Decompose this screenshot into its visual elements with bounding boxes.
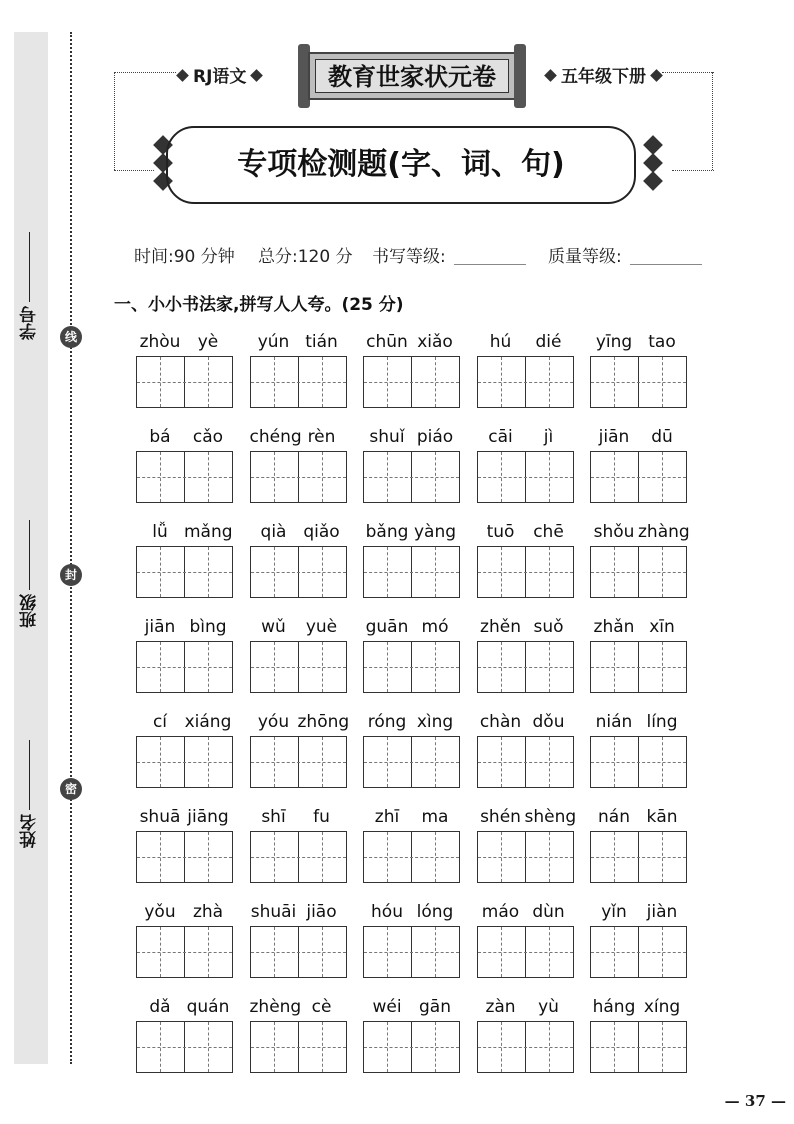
dotted-frame-left-vertical <box>114 72 115 170</box>
quality-grade-blank[interactable] <box>630 264 702 265</box>
pinyin-syllable: cí <box>152 712 168 732</box>
tianzige-writing-box[interactable] <box>363 356 460 408</box>
pinyin-label <box>477 710 574 736</box>
exam-total-score: 总分:120 分 <box>258 247 353 267</box>
pinyin-label <box>590 805 687 831</box>
pinyin-syllable: lǚ <box>152 522 168 542</box>
pinyin-syllable: yù <box>538 997 559 1017</box>
pinyin-syllable: xīn <box>649 617 675 637</box>
pinyin-label <box>590 710 687 736</box>
tianzige-writing-box[interactable] <box>250 926 347 978</box>
pinyin-syllable: yuè <box>305 617 338 637</box>
pinyin-syllable: yún <box>257 332 290 352</box>
tianzige-writing-box[interactable] <box>136 641 233 693</box>
diamond-icon <box>251 69 264 82</box>
class-label: 班级 <box>20 594 40 628</box>
pinyin-label <box>136 330 233 356</box>
tianzige-writing-box[interactable] <box>250 736 347 788</box>
pinyin-syllable: cǎo <box>192 427 224 447</box>
pinyin-syllable: suǒ <box>533 617 564 637</box>
student-id-label: 学号 <box>20 306 40 340</box>
pinyin-syllable: wéi <box>372 997 402 1017</box>
grade-tag <box>540 62 667 87</box>
pinyin-label <box>477 330 574 356</box>
pinyin-syllable: yàng <box>413 522 457 542</box>
pinyin-syllable: yè <box>197 332 219 352</box>
pinyin-label <box>250 425 347 451</box>
title-diamonds-right <box>642 138 664 192</box>
pinyin-label <box>136 425 233 451</box>
pinyin-syllable: quán <box>186 997 230 1017</box>
series-banner <box>298 44 526 108</box>
tianzige-writing-box[interactable] <box>136 546 233 598</box>
pinyin-syllable: tuō <box>486 522 515 542</box>
tianzige-writing-box[interactable] <box>590 1021 687 1073</box>
tianzige-writing-box[interactable] <box>477 546 574 598</box>
pinyin-label <box>477 425 574 451</box>
pinyin-syllable: xiáng <box>184 712 232 732</box>
tianzige-writing-box[interactable] <box>136 736 233 788</box>
pinyin-syllable: yīng <box>595 332 633 352</box>
pinyin-syllable: róng <box>367 712 407 732</box>
pinyin-label <box>250 805 347 831</box>
pinyin-syllable: wǔ <box>261 617 286 637</box>
tianzige-writing-box[interactable] <box>250 1021 347 1073</box>
student-id-blank[interactable] <box>30 232 31 302</box>
tianzige-writing-box[interactable] <box>477 356 574 408</box>
pinyin-syllable: chàn <box>479 712 522 732</box>
subject-tag-text: RJ语文 <box>193 67 247 87</box>
pinyin-syllable: yǒu <box>144 902 176 922</box>
diamond-icon <box>544 69 557 82</box>
name-blank[interactable] <box>30 740 31 810</box>
tianzige-writing-box[interactable] <box>477 1021 574 1073</box>
tianzige-writing-box[interactable] <box>363 831 460 883</box>
pinyin-label <box>590 900 687 926</box>
pinyin-syllable: tián <box>305 332 338 352</box>
pinyin-syllable: guān <box>365 617 409 637</box>
tianzige-writing-box[interactable] <box>363 736 460 788</box>
tianzige-writing-box[interactable] <box>250 356 347 408</box>
dotted-frame-right-vertical <box>712 72 713 170</box>
pinyin-syllable: xíng <box>643 997 681 1017</box>
seal-line: 线 <box>60 326 82 348</box>
pinyin-syllable: jiān <box>144 617 176 637</box>
pinyin-label <box>590 520 690 546</box>
pinyin-syllable: mó <box>421 617 449 637</box>
pinyin-syllable: zàn <box>485 997 516 1017</box>
pinyin-syllable: jiàn <box>646 902 678 922</box>
pinyin-label <box>477 520 574 546</box>
tianzige-writing-box[interactable] <box>136 356 233 408</box>
seal-seal: 封 <box>60 564 82 586</box>
tianzige-writing-box[interactable] <box>590 736 687 788</box>
pinyin-syllable: jiān <box>598 427 630 447</box>
pinyin-syllable: shuǐ <box>369 427 405 447</box>
pinyin-label <box>363 330 460 356</box>
pinyin-label <box>250 615 347 641</box>
writing-grade-blank[interactable] <box>454 264 526 265</box>
pinyin-syllable: jì <box>543 427 554 447</box>
tianzige-writing-box[interactable] <box>363 926 460 978</box>
pinyin-syllable: chūn <box>366 332 408 352</box>
pinyin-syllable: zhōng <box>297 712 350 732</box>
tianzige-writing-box[interactable] <box>136 926 233 978</box>
pinyin-syllable: nián <box>595 712 633 732</box>
pinyin-label <box>136 520 233 546</box>
pinyin-syllable: hóu <box>371 902 403 922</box>
tianzige-writing-box[interactable] <box>136 1021 233 1073</box>
pinyin-syllable: bǎng <box>365 522 409 542</box>
pinyin-syllable: dǎ <box>149 997 171 1017</box>
dotted-frame-left <box>114 72 176 73</box>
pinyin-syllable: qià <box>260 522 287 542</box>
tianzige-writing-box[interactable] <box>477 736 574 788</box>
pinyin-syllable: shèng <box>524 807 577 827</box>
pinyin-label <box>250 995 347 1021</box>
pinyin-syllable: zhī <box>374 807 400 827</box>
tianzige-writing-box[interactable] <box>136 451 233 503</box>
pinyin-label <box>250 330 347 356</box>
tianzige-writing-box[interactable] <box>250 451 347 503</box>
pinyin-label <box>590 615 687 641</box>
pinyin-syllable: nán <box>598 807 630 827</box>
pinyin-syllable: ma <box>421 807 449 827</box>
tianzige-writing-box[interactable] <box>477 926 574 978</box>
diamond-icon <box>176 69 189 82</box>
pinyin-syllable: máo <box>481 902 520 922</box>
seal-secret: 密 <box>60 778 82 800</box>
grade-tag-text: 五年级下册 <box>561 67 646 87</box>
pinyin-label <box>477 615 574 641</box>
tianzige-writing-box[interactable] <box>590 926 687 978</box>
pinyin-syllable: zhèng <box>249 997 302 1017</box>
pinyin-syllable: dǒu <box>532 712 565 732</box>
pinyin-syllable: dū <box>651 427 673 447</box>
pinyin-syllable: líng <box>646 712 678 732</box>
pinyin-syllable: fu <box>313 807 330 827</box>
pinyin-syllable: dùn <box>532 902 565 922</box>
pinyin-label <box>477 805 577 831</box>
pinyin-label <box>136 805 233 831</box>
pinyin-label <box>250 710 350 736</box>
diamond-icon <box>650 69 663 82</box>
series-title: 教育世家状元卷 <box>315 59 509 93</box>
pinyin-syllable: shī <box>261 807 286 827</box>
class-blank[interactable] <box>30 520 31 590</box>
pinyin-label <box>477 995 574 1021</box>
pinyin-syllable: shǒu <box>593 522 635 542</box>
pinyin-syllable: rèn <box>307 427 336 447</box>
pinyin-label <box>363 900 460 926</box>
pinyin-syllable: zhěn <box>480 617 521 637</box>
pinyin-syllable: zhòu <box>139 332 181 352</box>
class-field[interactable] <box>17 520 45 628</box>
pinyin-syllable: háng <box>592 997 636 1017</box>
tianzige-writing-box[interactable] <box>590 356 687 408</box>
pinyin-syllable: zhà <box>192 902 224 922</box>
tianzige-writing-box[interactable] <box>363 1021 460 1073</box>
pinyin-syllable: shén <box>480 807 521 827</box>
tianzige-writing-box[interactable] <box>477 831 574 883</box>
dotted-frame-right-bottom <box>672 170 714 171</box>
pinyin-label <box>363 425 460 451</box>
pinyin-syllable: lóng <box>416 902 454 922</box>
tianzige-writing-box[interactable] <box>136 831 233 883</box>
pinyin-syllable: piáo <box>416 427 454 447</box>
tianzige-writing-box[interactable] <box>250 831 347 883</box>
page-title: 专项检测题(字、词、句) <box>166 126 636 204</box>
pinyin-syllable: yǐn <box>601 902 627 922</box>
pinyin-syllable: cè <box>311 997 332 1017</box>
pinyin-label <box>250 520 347 546</box>
exam-time: 时间:90 分钟 <box>134 247 235 267</box>
pinyin-syllable: jiāng <box>187 807 229 827</box>
section-1-title: 一、小小书法家,拼写人人夸。(25 分) <box>114 295 404 315</box>
pinyin-syllable: tao <box>648 332 676 352</box>
cut-line <box>70 32 72 1064</box>
tianzige-writing-box[interactable] <box>363 546 460 598</box>
dotted-frame-left-bottom <box>114 170 154 171</box>
name-label: 姓名 <box>20 814 40 848</box>
tianzige-writing-box[interactable] <box>250 546 347 598</box>
pinyin-label <box>477 900 574 926</box>
pinyin-label <box>250 900 347 926</box>
pinyin-label <box>590 995 687 1021</box>
pinyin-label <box>363 995 460 1021</box>
pinyin-syllable: xìng <box>416 712 454 732</box>
scroll-body <box>308 52 516 100</box>
pinyin-syllable: dié <box>535 332 562 352</box>
writing-grade-label: 书写等级: <box>372 247 446 267</box>
tianzige-writing-box[interactable] <box>363 641 460 693</box>
pinyin-syllable: gān <box>419 997 451 1017</box>
dotted-frame-right <box>662 72 714 73</box>
pinyin-syllable: mǎng <box>184 522 233 542</box>
pinyin-syllable: qiǎo <box>303 522 340 542</box>
pinyin-syllable: xiǎo <box>417 332 453 352</box>
pinyin-syllable: shuā <box>139 807 181 827</box>
pinyin-syllable: chē <box>533 522 564 542</box>
pinyin-syllable: jiāo <box>306 902 337 922</box>
pinyin-label <box>363 805 460 831</box>
page-number: — 37 — <box>724 1092 786 1110</box>
pinyin-label <box>363 520 460 546</box>
pinyin-label <box>363 615 460 641</box>
tianzige-writing-box[interactable] <box>590 831 687 883</box>
tianzige-writing-box[interactable] <box>477 451 574 503</box>
pinyin-syllable: bìng <box>189 617 227 637</box>
pinyin-syllable: chéng <box>249 427 302 447</box>
name-field[interactable] <box>17 740 45 848</box>
pinyin-syllable: zhǎn <box>593 617 635 637</box>
pinyin-label <box>136 615 233 641</box>
tianzige-writing-box[interactable] <box>590 641 687 693</box>
pinyin-label <box>136 995 233 1021</box>
pinyin-label <box>590 425 687 451</box>
pinyin-syllable: shuāi <box>250 902 297 922</box>
pinyin-label <box>136 900 233 926</box>
pinyin-syllable: kān <box>646 807 678 827</box>
subject-tag <box>172 62 267 87</box>
pinyin-syllable: bá <box>149 427 171 447</box>
student-id-field[interactable] <box>17 232 45 340</box>
pinyin-label <box>136 710 233 736</box>
tianzige-writing-box[interactable] <box>363 451 460 503</box>
quality-grade-label: 质量等级: <box>548 247 622 267</box>
pinyin-label <box>363 710 460 736</box>
pinyin-syllable: zhàng <box>638 522 690 542</box>
pinyin-syllable: cāi <box>488 427 513 447</box>
tianzige-writing-box[interactable] <box>590 546 687 598</box>
tianzige-writing-box[interactable] <box>590 451 687 503</box>
pinyin-syllable: hú <box>489 332 512 352</box>
pinyin-label <box>590 330 687 356</box>
tianzige-writing-box[interactable] <box>477 641 574 693</box>
pinyin-syllable: yóu <box>257 712 290 732</box>
tianzige-writing-box[interactable] <box>250 641 347 693</box>
scroll-roll-right <box>514 44 526 108</box>
